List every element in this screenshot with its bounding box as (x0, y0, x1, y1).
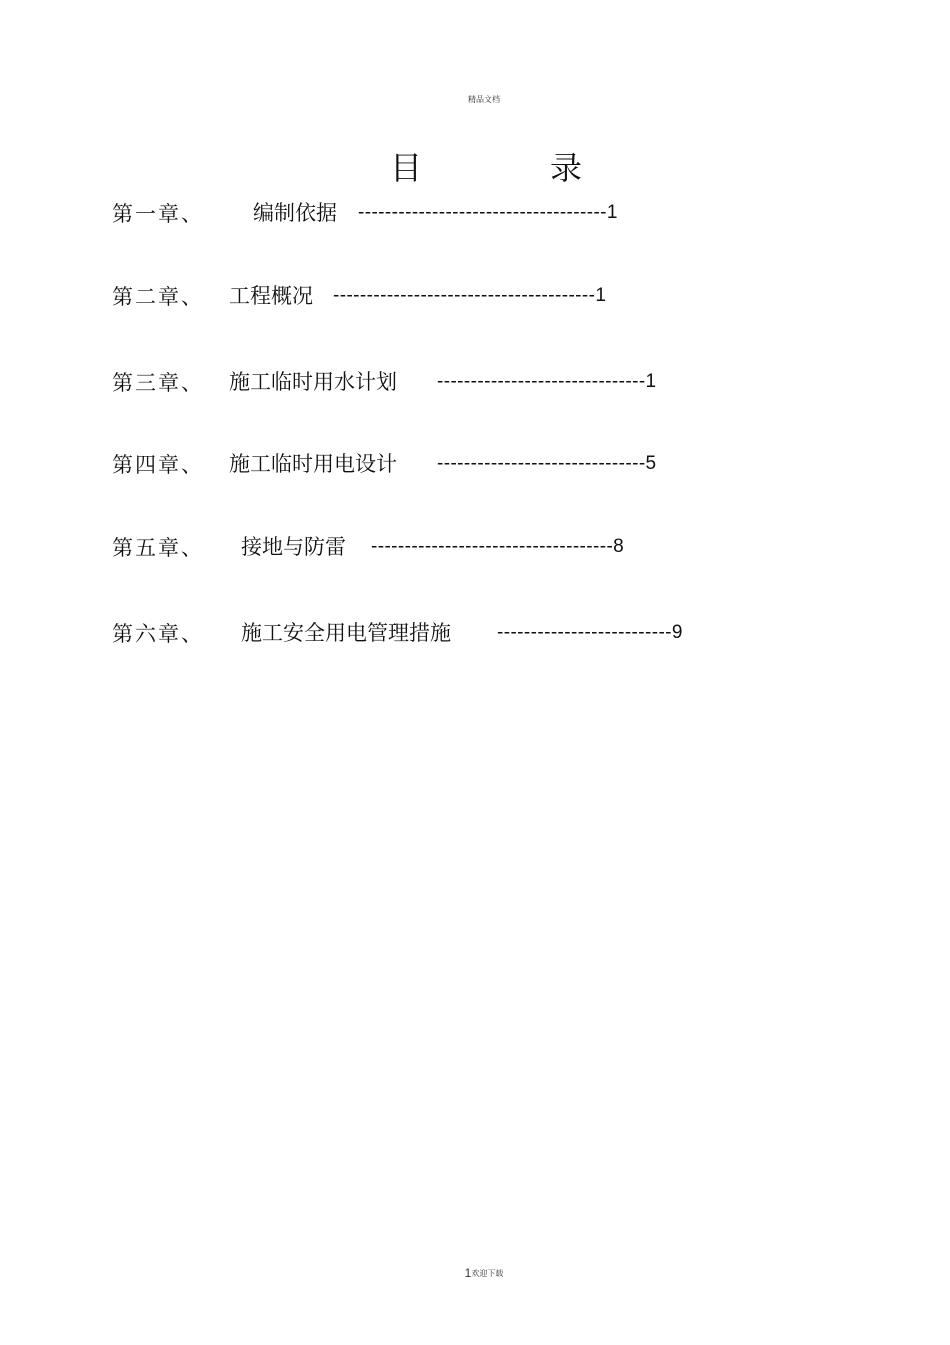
toc-entry-title: 接地与防雷 (241, 535, 346, 559)
toc-entry-5[interactable] (112, 532, 625, 562)
toc-entry-chapter: 第六章、 (112, 622, 204, 646)
toc-entry-leader: ---------------------------------------1 (333, 285, 607, 306)
toc-title-part2: 录 (550, 149, 583, 187)
toc-entry-leader: ------------------------------------8 (371, 536, 625, 557)
toc-entry-2[interactable] (112, 281, 607, 311)
toc-entry-leader: -------------------------------5 (437, 453, 657, 474)
toc-title-part1: 目 (390, 149, 423, 187)
toc-entry-6[interactable] (112, 618, 683, 648)
header-note: 精品文档 (468, 95, 500, 104)
toc-entry-leader: -------------------------------------1 (358, 202, 618, 223)
page-footer (0, 1266, 950, 1280)
toc-entry-chapter: 第三章、 (112, 371, 204, 395)
toc-entry-3[interactable] (112, 367, 657, 397)
toc-entry-title: 工程概况 (229, 284, 313, 308)
toc-entry-chapter: 第二章、 (112, 285, 204, 309)
toc-entry-title: 施工安全用电管理措施 (241, 621, 451, 645)
toc-entry-chapter: 第五章、 (112, 536, 204, 560)
toc-entry-chapter: 第一章、 (112, 202, 204, 226)
page-number: 1 (464, 1266, 472, 1280)
footer-note: 欢迎下载 (471, 1269, 504, 1278)
toc-entry-4[interactable] (112, 449, 657, 479)
toc-title (390, 143, 583, 189)
toc-entry-leader: -------------------------------1 (437, 371, 657, 392)
toc-entry-leader: --------------------------9 (497, 622, 683, 643)
toc-entry-1[interactable] (112, 198, 618, 228)
toc-entry-title: 编制依据 (253, 201, 337, 225)
toc-entry-title: 施工临时用电设计 (229, 452, 397, 476)
toc-entry-title: 施工临时用水计划 (229, 370, 397, 394)
toc-entry-chapter: 第四章、 (112, 453, 204, 477)
